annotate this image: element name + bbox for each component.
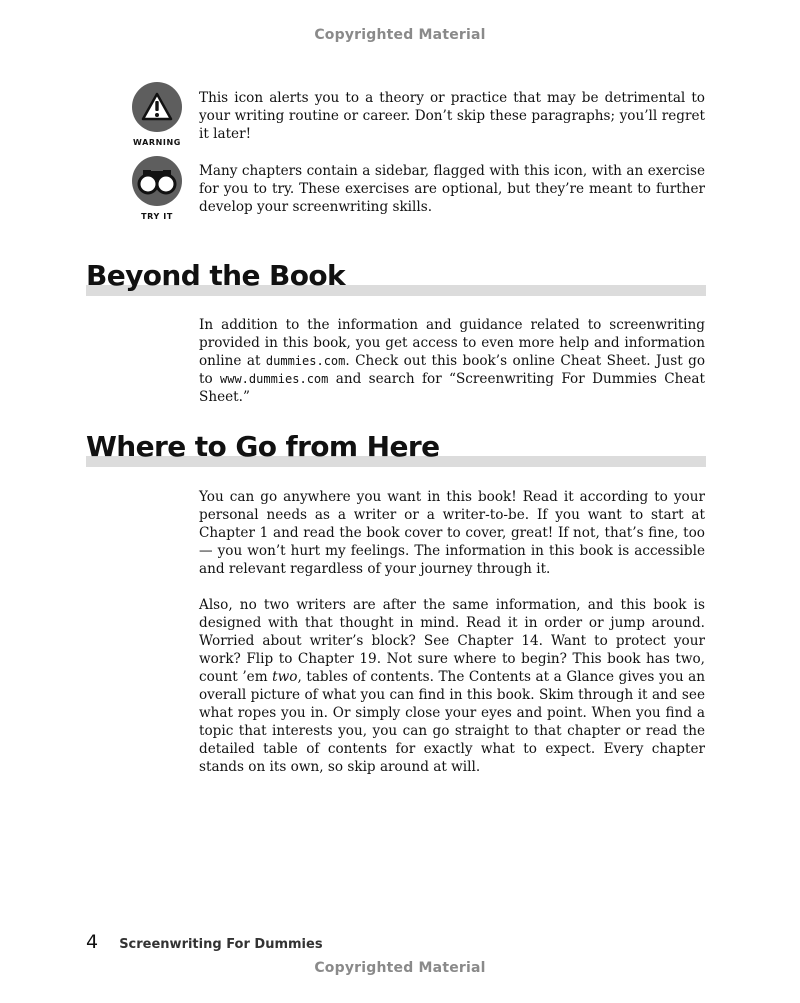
beyond-paragraph	[199, 316, 705, 406]
page-number: 4	[86, 931, 99, 953]
copyright-footer: Copyrighted Material	[314, 960, 486, 976]
dummies-www-link[interactable]: www.dummies.com	[220, 372, 329, 386]
warning-icon	[132, 82, 182, 132]
dummies-link[interactable]: dummies.com	[265, 354, 346, 368]
heading-where-to-go: Where to Go from Here	[86, 430, 440, 463]
book-title: Screenwriting For Dummies	[119, 937, 323, 952]
where-text-2: , tables of contents. The Contents at a Glance gives you an overall picture of what you can find in this book. Skim through it and see what ropes you in. Or simply close your eyes and point. When you find a topic that interests you, you can go straight to that chapter or read the detailed table of contents for exactly what to expect. Every chapter stands on its own, so skip around at will.	[199, 669, 706, 775]
binoculars-icon	[132, 156, 182, 206]
beyond-text-2: . Check out this book’s online Cheat Sheet. Just go to	[199, 353, 705, 387]
beyond-text-3: and search for “Screenwriting For Dummies Cheat Sheet.”	[199, 371, 706, 405]
where-paragraph-1: You can go anywhere you want in this book! Read it according to your personal needs as a writer or a writer-to-be. If you want to start at Chapter 1 and read the book cover to cover, great! If not, that’s fine, too — you won’t hurt my feelings. The information in this book is accessible and relevant regardless of your journey through it.	[199, 489, 705, 577]
where-text-1: Also, no two writers are after the same information, and this book is designed with that thought in mind. Read it in order or jump around. Worried about writer’s block? See Chapter 14. Want to protect your work? Flip to Chapter 19. Not sure where to begin? This book has two, count ’em	[199, 597, 705, 685]
section-heading-where	[86, 427, 706, 467]
warning-icon-box	[130, 82, 184, 147]
try-it-text: Many chapters contain a sidebar, flagged with this icon, with an exercise for you to try. These exercises are optional, but they’re meant to further develop your screenwriting skills.	[199, 163, 705, 215]
page-footer	[86, 931, 323, 953]
beyond-text-1: In addition to the information and guidance related to screenwriting provided in this book, you get access to even more help and information online at	[199, 317, 705, 369]
warning-text: This icon alerts you to a theory or practice that may be detrimental to your writing routine or career. Don’t skip these paragraphs; you’ll regret it later!	[199, 90, 705, 142]
section-heading-beyond	[86, 256, 706, 296]
where-paragraph-2	[199, 596, 705, 776]
emphasis-two: two	[272, 669, 298, 685]
heading-beyond-the-book: Beyond the Book	[86, 259, 346, 292]
try-it-icon-box	[130, 156, 184, 221]
copyright-header: Copyrighted Material	[314, 27, 486, 43]
warning-label: WARNING	[133, 138, 181, 147]
try-it-label: TRY IT	[141, 212, 173, 221]
